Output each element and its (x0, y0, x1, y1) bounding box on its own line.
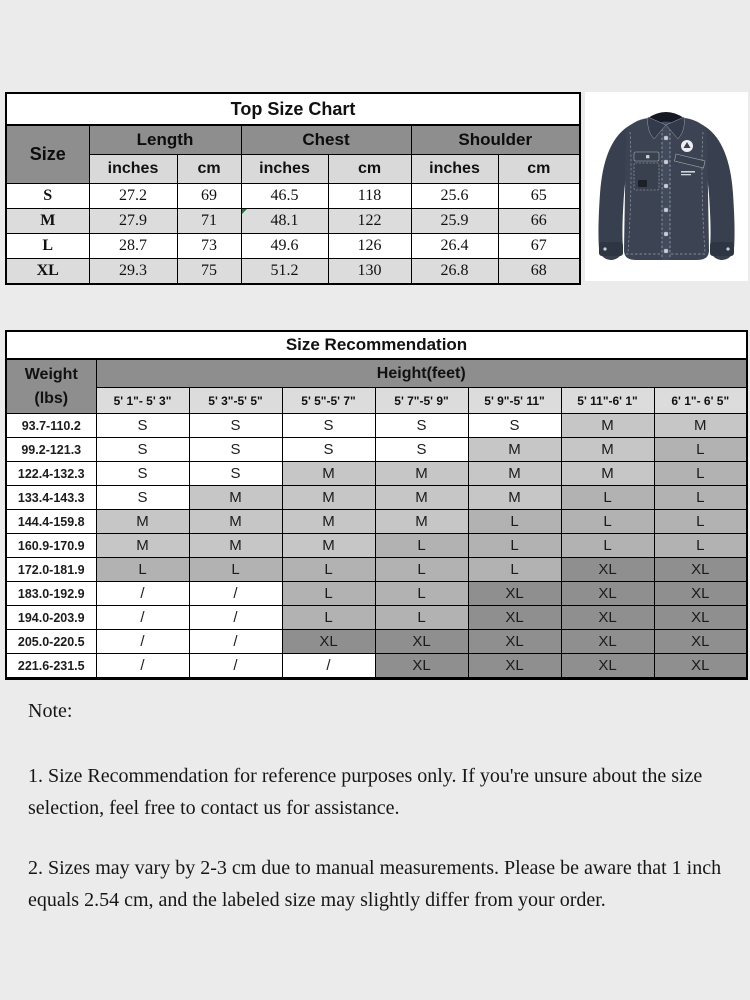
recommendation-row (6, 582, 747, 606)
recommended-size-cell: L (282, 606, 375, 630)
unit-header-chest-cm: cm (328, 155, 411, 184)
recommended-size-cell: S (282, 414, 375, 438)
measurement-cell: 46.5 (241, 184, 328, 209)
recommended-size-cell: XL (561, 630, 654, 654)
measurement-cell: 25.9 (411, 209, 498, 234)
measurement-cell: 130 (328, 259, 411, 285)
recommended-size-cell: M (282, 510, 375, 534)
recommended-size-cell: L (282, 582, 375, 606)
height-range-6: 5' 11"-6' 1" (561, 388, 654, 414)
recommended-size-cell: L (96, 558, 189, 582)
recommendation-row (6, 510, 747, 534)
recommended-size-cell: M (375, 462, 468, 486)
weight-range-cell: 133.4-143.3 (6, 486, 96, 510)
unit-header-shoulder-cm: cm (498, 155, 580, 184)
recommended-size-cell: S (375, 414, 468, 438)
recommended-size-cell: L (375, 582, 468, 606)
weight-range-cell: 172.0-181.9 (6, 558, 96, 582)
recommended-size-cell: M (468, 438, 561, 462)
size-chart-row (6, 184, 580, 209)
height-range-7: 6' 1"- 6' 5" (654, 388, 747, 414)
unit-header-length-cm: cm (177, 155, 241, 184)
recommended-size-cell: L (654, 462, 747, 486)
height-range-1: 5' 1"- 5' 3" (96, 388, 189, 414)
recommended-size-cell: S (96, 438, 189, 462)
recommendation-row (6, 630, 747, 654)
height-range-4: 5' 7"-5' 9" (375, 388, 468, 414)
weight-range-cell: 221.6-231.5 (6, 654, 96, 679)
recommendation-row (6, 534, 747, 558)
recommended-size-cell: XL (561, 606, 654, 630)
weight-range-cell: 194.0-203.9 (6, 606, 96, 630)
recommended-size-cell: L (189, 558, 282, 582)
height-range-3: 5' 5"-5' 7" (282, 388, 375, 414)
measurement-cell: 27.9 (89, 209, 177, 234)
recommended-size-cell: L (282, 558, 375, 582)
recommended-size-cell: M (282, 534, 375, 558)
recommended-size-cell: XL (561, 582, 654, 606)
note-item-2: 2. Sizes may vary by 2-3 cm due to manual measurements. Please be aware that 1 inch equals 2.54 cm, and the labeled size may slightly differ from your order. (28, 856, 722, 912)
top-size-chart-table (5, 92, 581, 285)
note-item-1: 1. Size Recommendation for reference purposes only. If you're unsure about the size selection, feel free to contact us for assistance. (28, 765, 703, 820)
recommended-size-cell: L (561, 534, 654, 558)
unit-header-chest-inches: inches (241, 155, 328, 184)
size-recommendation-body (6, 414, 747, 679)
recommended-size-cell: XL (468, 582, 561, 606)
recommended-size-cell: XL (561, 558, 654, 582)
measurement-cell: 25.6 (411, 184, 498, 209)
recommended-size-cell: XL (468, 630, 561, 654)
recommended-size-cell: XL (282, 630, 375, 654)
measurement-cell: 27.2 (89, 184, 177, 209)
weight-range-cell: 160.9-170.9 (6, 534, 96, 558)
weight-header-line1: Weight (24, 366, 78, 384)
recommended-size-cell: L (654, 510, 747, 534)
notes-section (28, 700, 730, 944)
measurement-cell: 69 (177, 184, 241, 209)
size-label: XL (6, 259, 89, 285)
recommended-size-cell: / (189, 606, 282, 630)
recommendation-row (6, 438, 747, 462)
height-range-2: 5' 3"-5' 5" (189, 388, 282, 414)
measurement-cell: 51.2 (241, 259, 328, 285)
size-recommendation-table (5, 330, 748, 680)
size-chart-row (6, 234, 580, 259)
measurement-cell: 71 (177, 209, 241, 234)
recommended-size-cell: / (189, 654, 282, 679)
recommended-size-cell: XL (375, 630, 468, 654)
unit-header-shoulder-inches: inches (411, 155, 498, 184)
notes-heading: Note: (28, 700, 73, 722)
recommended-size-cell: M (654, 414, 747, 438)
recommended-size-cell: S (96, 486, 189, 510)
size-chart-row (6, 259, 580, 285)
recommended-size-cell: M (96, 534, 189, 558)
recommended-size-cell: XL (468, 606, 561, 630)
size-label: S (6, 184, 89, 209)
recommendation-row (6, 462, 747, 486)
size-recommendation-title: Size Recommendation (6, 331, 747, 359)
recommended-size-cell: S (189, 414, 282, 438)
recommended-size-cell: M (561, 438, 654, 462)
recommended-size-cell: / (282, 654, 375, 679)
measurement-cell: 26.8 (411, 259, 498, 285)
chest-group-header: Chest (241, 125, 411, 155)
recommended-size-cell: L (375, 558, 468, 582)
measurement-cell: 26.4 (411, 234, 498, 259)
measurement-cell: 75 (177, 259, 241, 285)
recommended-size-cell: / (96, 654, 189, 679)
recommended-size-cell: S (375, 438, 468, 462)
recommended-size-cell: / (189, 630, 282, 654)
recommended-size-cell: XL (654, 630, 747, 654)
recommended-size-cell: M (561, 462, 654, 486)
recommended-size-cell: L (468, 534, 561, 558)
recommended-size-cell: S (189, 462, 282, 486)
shoulder-group-header: Shoulder (411, 125, 580, 155)
recommended-size-cell: XL (468, 654, 561, 679)
weight-range-cell: 205.0-220.5 (6, 630, 96, 654)
recommended-size-cell: L (468, 558, 561, 582)
measurement-cell: 29.3 (89, 259, 177, 285)
measurement-cell: 65 (498, 184, 580, 209)
recommendation-row (6, 654, 747, 679)
recommended-size-cell: M (282, 486, 375, 510)
recommended-size-cell: L (375, 534, 468, 558)
recommended-size-cell: / (96, 630, 189, 654)
weight-header-line2: (lbs) (34, 389, 69, 407)
recommended-size-cell: XL (561, 654, 654, 679)
recommended-size-cell: M (96, 510, 189, 534)
weight-range-cell: 144.4-159.8 (6, 510, 96, 534)
size-chart-row (6, 209, 580, 234)
measurement-cell: 28.7 (89, 234, 177, 259)
top-section (5, 92, 748, 285)
recommended-size-cell: M (375, 510, 468, 534)
length-group-header: Length (89, 125, 241, 155)
recommended-size-cell: L (468, 510, 561, 534)
top-size-chart-title: Top Size Chart (6, 93, 580, 125)
recommended-size-cell: M (189, 486, 282, 510)
unit-header-length-inches: inches (89, 155, 177, 184)
measurement-cell: 118 (328, 184, 411, 209)
recommended-size-cell: L (561, 486, 654, 510)
weight-range-cell: 99.2-121.3 (6, 438, 96, 462)
recommended-size-cell: S (468, 414, 561, 438)
height-group-header: Height(feet) (96, 359, 747, 388)
weight-range-cell: 122.4-132.3 (6, 462, 96, 486)
recommended-size-cell: M (282, 462, 375, 486)
recommended-size-cell: M (375, 486, 468, 510)
recommended-size-cell: L (654, 534, 747, 558)
size-label: M (6, 209, 89, 234)
recommended-size-cell: XL (654, 654, 747, 679)
recommended-size-cell: XL (654, 558, 747, 582)
measurement-cell: 49.6 (241, 234, 328, 259)
height-range-5: 5' 9"-5' 11" (468, 388, 561, 414)
jacket-illustration (585, 92, 748, 281)
recommended-size-cell: L (654, 486, 747, 510)
measurement-cell: 48.1 (241, 209, 328, 234)
recommendation-row (6, 486, 747, 510)
weight-column-header (6, 359, 96, 414)
measurement-cell: 67 (498, 234, 580, 259)
recommended-size-cell: S (282, 438, 375, 462)
recommended-size-cell: XL (654, 582, 747, 606)
recommended-size-cell: M (561, 414, 654, 438)
recommended-size-cell: M (189, 510, 282, 534)
recommended-size-cell: L (561, 510, 654, 534)
product-image (585, 92, 748, 281)
measurement-cell: 122 (328, 209, 411, 234)
weight-range-cell: 183.0-192.9 (6, 582, 96, 606)
recommended-size-cell: M (468, 462, 561, 486)
measurement-cell: 73 (177, 234, 241, 259)
recommended-size-cell: / (96, 606, 189, 630)
measurement-cell: 68 (498, 259, 580, 285)
recommendation-row (6, 606, 747, 630)
recommended-size-cell: S (96, 414, 189, 438)
recommendation-row (6, 414, 747, 438)
recommended-size-cell: L (375, 606, 468, 630)
recommended-size-cell: XL (375, 654, 468, 679)
recommended-size-cell: M (468, 486, 561, 510)
weight-range-cell: 93.7-110.2 (6, 414, 96, 438)
recommended-size-cell: / (96, 582, 189, 606)
measurement-cell: 126 (328, 234, 411, 259)
recommended-size-cell: S (96, 462, 189, 486)
recommended-size-cell: / (189, 582, 282, 606)
measurement-cell: 66 (498, 209, 580, 234)
recommended-size-cell: M (189, 534, 282, 558)
size-label: L (6, 234, 89, 259)
recommended-size-cell: L (654, 438, 747, 462)
top-size-chart-body (6, 184, 580, 285)
recommended-size-cell: S (189, 438, 282, 462)
recommended-size-cell: XL (654, 606, 747, 630)
size-column-header: Size (6, 125, 89, 184)
recommendation-row (6, 558, 747, 582)
